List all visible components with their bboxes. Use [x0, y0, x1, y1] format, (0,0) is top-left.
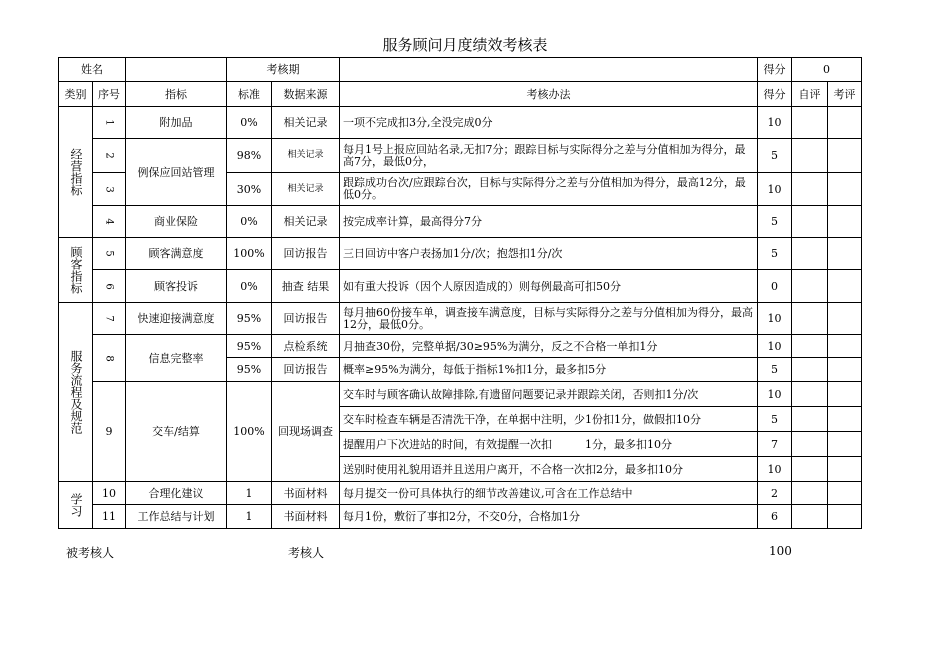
self-eval-cell[interactable] [792, 139, 828, 173]
standard-cell: 100% [227, 382, 272, 482]
evaluation-table [58, 57, 862, 529]
score-cell: 5 [758, 139, 792, 173]
review-cell[interactable] [828, 303, 862, 335]
table-row [59, 335, 862, 358]
method-cell: 交车时检查车辆是否清洗干净，在单据中注明，少1份扣1分，做假扣10分 [340, 407, 758, 432]
page-title: 服务顾问月度绩效考核表 [382, 36, 548, 54]
method-cell: 送别时使用礼貌用语并且送用户离开，不合格一次扣2分，最多扣10分 [340, 457, 758, 482]
review-cell[interactable] [828, 432, 862, 457]
review-cell[interactable] [828, 270, 862, 303]
col-category: 类别 [59, 82, 93, 107]
period-value-cell[interactable] [340, 58, 758, 82]
standard-cell: 95% [227, 358, 272, 382]
self-eval-cell[interactable] [792, 270, 828, 303]
source-cell: 点检系统 [272, 335, 340, 358]
seq-cell: 7 [93, 303, 126, 335]
self-eval-cell[interactable] [792, 206, 828, 238]
standard-cell: 0% [227, 206, 272, 238]
self-eval-cell[interactable] [792, 482, 828, 505]
assessor-label: 考核人 [288, 546, 325, 560]
seq-cell: 1 [93, 107, 126, 139]
indicator-cell: 交车/结算 [126, 382, 227, 482]
assessee-label: 被考核人 [66, 546, 115, 560]
indicator-cell: 附加品 [126, 107, 227, 139]
seq-cell: 8 [93, 335, 126, 382]
seq-cell: 2 [93, 139, 126, 173]
review-cell[interactable] [828, 335, 862, 358]
period-label: 考核期 [227, 58, 340, 82]
table-row [59, 206, 862, 238]
review-cell[interactable] [828, 482, 862, 505]
review-cell[interactable] [828, 107, 862, 139]
review-cell[interactable] [828, 457, 862, 482]
seq-cell: 4 [93, 206, 126, 238]
method-cell: 跟踪成功台次/应跟踪台次，目标与实际得分之差与分值相加为得分，最高12分，最低0分。 [340, 173, 758, 206]
total-score: 100 [769, 544, 792, 558]
source-cell: 相关记录 [272, 139, 340, 173]
standard-cell: 98% [227, 139, 272, 173]
score-cell: 5 [758, 206, 792, 238]
indicator-cell: 快速迎接满意度 [126, 303, 227, 335]
method-cell: 交车时与顾客确认故障排除,有遗留问题要记录并跟踪关闭，否则扣1分/次 [340, 382, 758, 407]
source-cell: 回现场调查 [272, 382, 340, 482]
table-row [59, 107, 862, 139]
source-cell: 回访报告 [272, 303, 340, 335]
table-row [59, 505, 862, 529]
table-row [59, 238, 862, 270]
score-label: 得分 [758, 58, 792, 82]
table-row [59, 270, 862, 303]
method-cell: 一项不完成扣3分,全没完成0分 [340, 107, 758, 139]
table-row [59, 482, 862, 505]
self-eval-cell[interactable] [792, 407, 828, 432]
score-cell: 10 [758, 173, 792, 206]
method-cell: 如有重大投诉（因个人原因造成的）则每例最高可扣50分 [340, 270, 758, 303]
self-eval-cell[interactable] [792, 432, 828, 457]
review-cell[interactable] [828, 206, 862, 238]
indicator-cell: 商业保险 [126, 206, 227, 238]
category-customer: 顾客指标 [59, 238, 93, 303]
score-cell: 6 [758, 505, 792, 529]
score-cell: 0 [758, 270, 792, 303]
standard-cell: 30% [227, 173, 272, 206]
indicator-cell: 顾客投诉 [126, 270, 227, 303]
source-cell: 回访报告 [272, 238, 340, 270]
method-cell: 每月提交一份可具体执行的细节改善建议,可含在工作总结中 [340, 482, 758, 505]
col-method: 考核办法 [340, 82, 758, 107]
score-cell: 10 [758, 107, 792, 139]
seq-cell: 10 [93, 482, 126, 505]
score-cell: 10 [758, 457, 792, 482]
source-cell: 相关记录 [272, 206, 340, 238]
score-cell: 2 [758, 482, 792, 505]
self-eval-cell[interactable] [792, 107, 828, 139]
col-review: 考评 [828, 82, 862, 107]
table-row [59, 139, 862, 173]
header-info-row [59, 58, 862, 82]
method-cell: 提醒用户下次进站的时间，有效提醒一次扣 1分，最多扣10分 [340, 432, 758, 457]
review-cell[interactable] [828, 382, 862, 407]
standard-cell: 1 [227, 482, 272, 505]
source-cell: 回访报告 [272, 358, 340, 382]
score-cell: 10 [758, 303, 792, 335]
category-service: 服务流程及规范 [59, 303, 93, 482]
source-cell: 书面材料 [272, 505, 340, 529]
standard-cell: 95% [227, 303, 272, 335]
score-cell: 5 [758, 407, 792, 432]
method-cell: 月抽查30份，完整单据/30≥95%为满分，反之不合格一单扣1分 [340, 335, 758, 358]
self-eval-cell[interactable] [792, 457, 828, 482]
method-cell: 每月1份，敷衍了事扣2分，不交0分，合格加1分 [340, 505, 758, 529]
seq-cell: 3 [93, 173, 126, 206]
self-eval-cell[interactable] [792, 303, 828, 335]
self-eval-cell[interactable] [792, 173, 828, 206]
seq-cell: 9 [93, 382, 126, 482]
score-cell: 5 [758, 358, 792, 382]
score-cell: 10 [758, 382, 792, 407]
name-value-cell[interactable] [126, 58, 227, 82]
self-eval-cell[interactable] [792, 505, 828, 529]
seq-cell: 5 [93, 238, 126, 270]
review-cell[interactable] [828, 238, 862, 270]
indicator-cell: 信息完整率 [126, 335, 227, 382]
standard-cell: 95% [227, 335, 272, 358]
indicator-cell: 例保应回站管理 [126, 139, 227, 206]
score-cell: 5 [758, 238, 792, 270]
score-cell: 10 [758, 335, 792, 358]
table-row [59, 382, 862, 407]
source-cell: 相关记录 [272, 107, 340, 139]
review-cell[interactable] [828, 173, 862, 206]
category-business: 经营指标 [59, 107, 93, 238]
col-seq: 序号 [93, 82, 126, 107]
review-cell[interactable] [828, 139, 862, 173]
method-cell: 三日回访中客户表扬加1分/次；抱怨扣1分/次 [340, 238, 758, 270]
col-self-eval: 自评 [792, 82, 828, 107]
seq-cell: 6 [93, 270, 126, 303]
column-header-row [59, 82, 862, 107]
indicator-cell: 顾客满意度 [126, 238, 227, 270]
method-cell: 每月抽60份接车单，调查接车满意度，目标与实际得分之差与分值相加为得分，最高12分，最低0分。 [340, 303, 758, 335]
col-source: 数据来源 [272, 82, 340, 107]
standard-cell: 0% [227, 270, 272, 303]
score-value: 0 [792, 58, 862, 82]
review-cell[interactable] [828, 407, 862, 432]
method-cell: 每月1号上报应回站名录,无扣7分；跟踪目标与实际得分之差与分值相加为得分，最高7分，最低0分， [340, 139, 758, 173]
self-eval-cell[interactable] [792, 358, 828, 382]
indicator-cell: 工作总结与计划 [126, 505, 227, 529]
seq-cell: 11 [93, 505, 126, 529]
standard-cell: 0% [227, 107, 272, 139]
self-eval-cell[interactable] [792, 238, 828, 270]
standard-cell: 1 [227, 505, 272, 529]
method-cell: 概率≥95%为满分，每低于指标1%扣1分，最多扣5分 [340, 358, 758, 382]
col-standard: 标准 [227, 82, 272, 107]
table-row [59, 303, 862, 335]
score-cell: 7 [758, 432, 792, 457]
category-learning: 学习 [59, 482, 93, 529]
col-score: 得分 [758, 82, 792, 107]
name-label: 姓名 [59, 58, 126, 82]
review-cell[interactable] [828, 358, 862, 382]
self-eval-cell[interactable] [792, 382, 828, 407]
review-cell[interactable] [828, 505, 862, 529]
source-cell: 相关记录 [272, 173, 340, 206]
method-cell: 按完成率计算，最高得分7分 [340, 206, 758, 238]
source-cell: 书面材料 [272, 482, 340, 505]
indicator-cell: 合理化建议 [126, 482, 227, 505]
standard-cell: 100% [227, 238, 272, 270]
col-indicator: 指标 [126, 82, 227, 107]
self-eval-cell[interactable] [792, 335, 828, 358]
source-cell: 抽查 结果 [272, 270, 340, 303]
